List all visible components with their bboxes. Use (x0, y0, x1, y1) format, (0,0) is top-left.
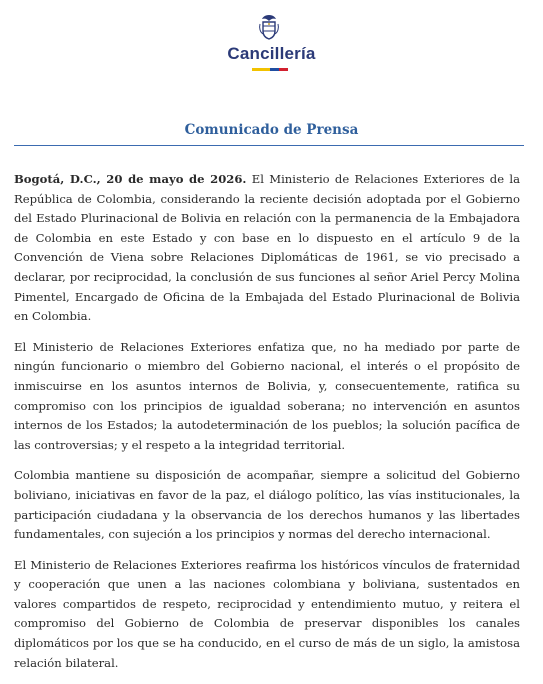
colombia-coat-of-arms-icon (256, 12, 282, 42)
paragraph-1 (14, 170, 520, 327)
paragraph-3: Colombia mantiene su disposición de acompañar, siempre a solicitud del Gobierno boliviano, iniciativas en favor de la paz, el diálogo político, las vías institucionales, la participación ciudadana y la observancia de los derechos humanos y las libertades fundamentales, con sujeción a los principios y normas del derecho internacional. (14, 468, 520, 542)
title-divider (14, 145, 524, 146)
document-title: Comunicado de Prensa (184, 122, 359, 138)
paragraph-1-text: El Ministerio de Relaciones Exteriores de la República de Colombia, considerando la reciente decisión adoptada por el Gobierno del Estado Plurinacional de Bolivia en relación con la permanencia de la Embajadora de Colombia en este Estado y con base en lo dispuesto en el artículo 9 de la Convención de Viena sobre Relaciones Diplomáticas de 1961, se vio precisado a declarar, por reciprocidad, la conclusión de sus funciones al señor Ariel Percy Molina Pimentel, Encargado de Oficina de la Embajada del Estado Plurinacional de Bolivia en Colombia. (14, 172, 520, 324)
flag-colors-bar (252, 68, 288, 71)
press-release-body (14, 170, 520, 684)
paragraph-4: El Ministerio de Relaciones Exteriores reafirma los históricos vínculos de fraternidad y cooperación que unen a las naciones colombiana y boliviana, sustentados en valores compartidos de respeto, reciprocidad y entendimiento mutuo, y reitera el compromiso del Gobierno de Colombia de preservar disponibles los canales diplomáticos por los que se ha conducido, en el curso de más de un siglo, la amistosa relación bilateral. (14, 557, 520, 670)
letterhead (0, 0, 543, 80)
flag-yellow-stripe (252, 68, 270, 71)
flag-red-stripe (279, 68, 288, 71)
paragraph-2: El Ministerio de Relaciones Exteriores enfatiza que, no ha mediado por parte de ningún funcionario o miembro del Gobierno nacional, el interés o el propósito de inmiscuirse en los asuntos internos de Bolivia, y, consecuentemente, ratifica su compromiso con los principios de igualdad soberana; no intervención en asuntos internos de los Estados; la autodeterminación de los pueblos; la solución pacífica de las controversias; y el respeto a la integridad territorial. (14, 339, 520, 452)
flag-blue-stripe (270, 68, 279, 71)
dateline: Bogotá, D.C., 20 de mayo de 2026. (14, 172, 247, 186)
brand-name: Cancillería (227, 44, 316, 63)
